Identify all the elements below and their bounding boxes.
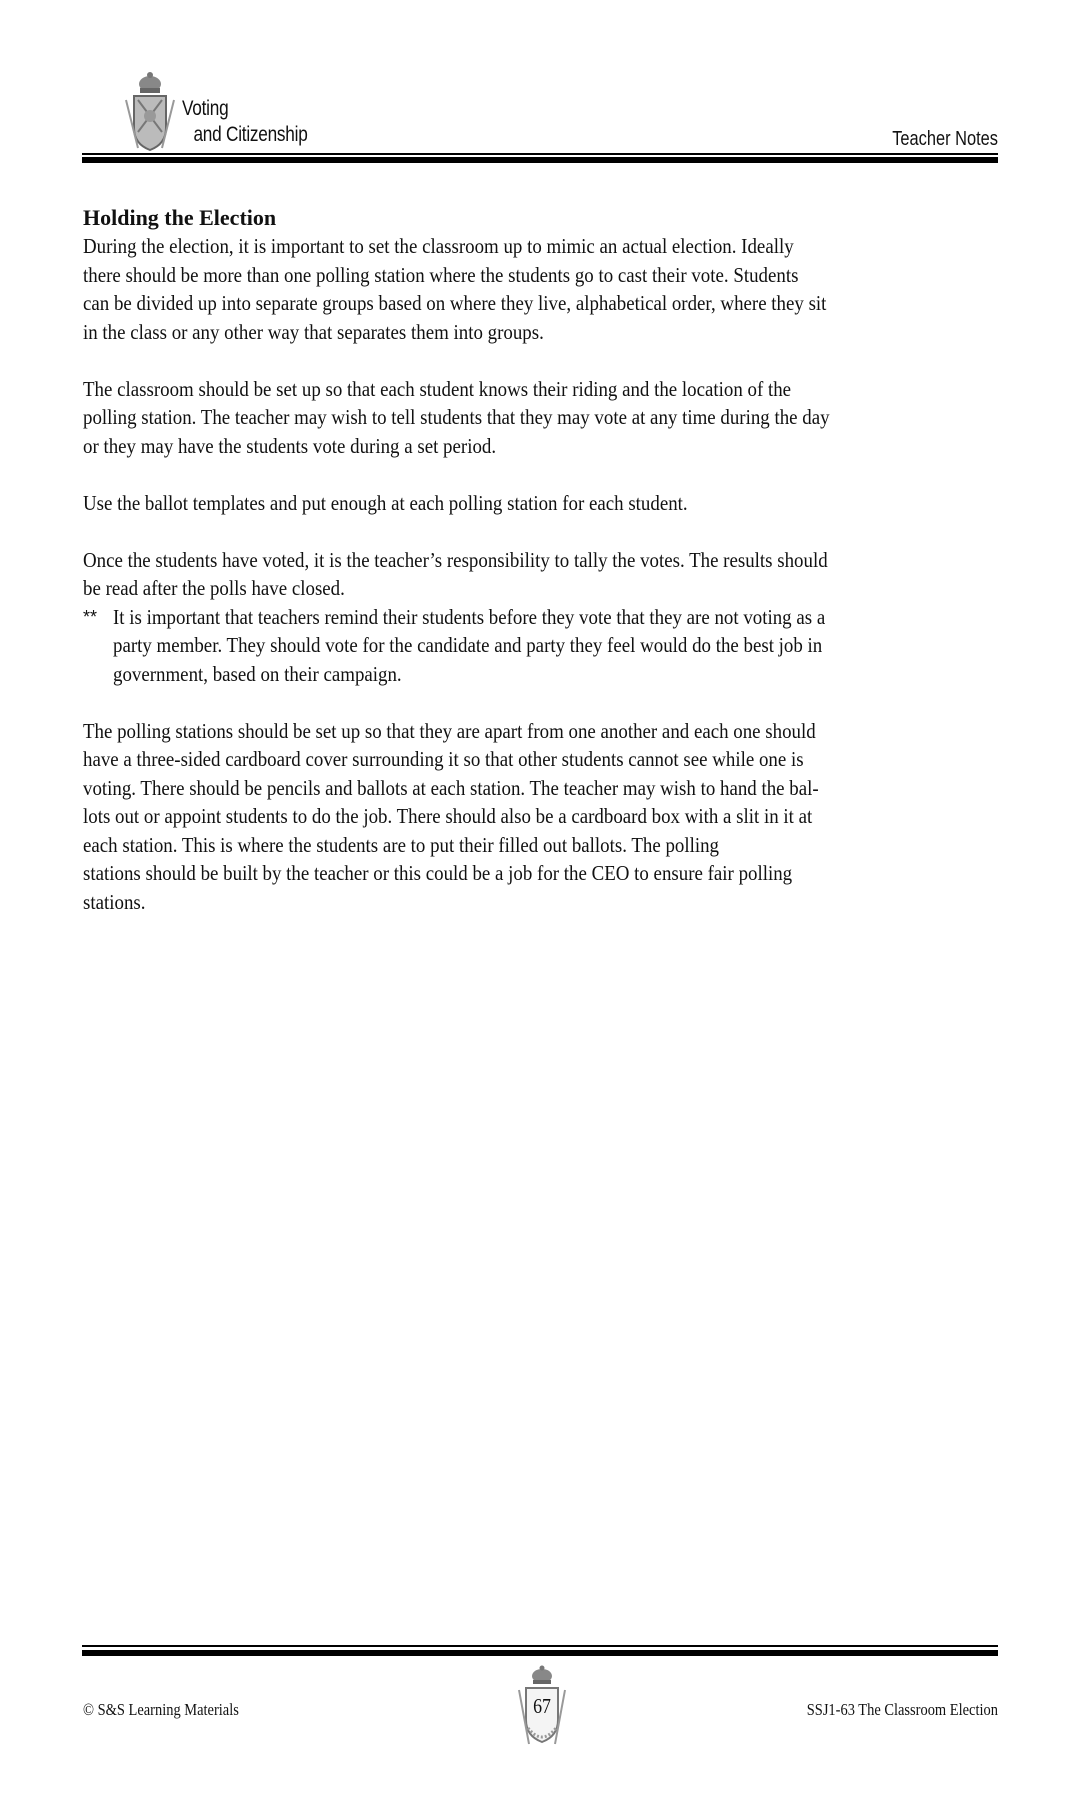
paragraph bbox=[83, 546, 1003, 603]
book-title: SSJ1-63 The Classroom Election bbox=[806, 1700, 998, 1719]
crest-icon bbox=[124, 70, 176, 154]
footer-divider-thin bbox=[82, 1645, 998, 1647]
paragraph bbox=[83, 717, 1003, 917]
text-line: polling station. The teacher may wish to tell students that they may vote at any time during the day bbox=[83, 405, 830, 429]
text-line: lots out or appoint students to do the job. There should also be a cardboard box with a slit in it at bbox=[83, 804, 813, 828]
publication-title-line1: Voting bbox=[182, 97, 229, 120]
text-line: there should be more than one polling station where the students go to cast their vote. Students bbox=[83, 262, 799, 287]
text-line: The polling stations should be set up so that they are apart from one another and each one should bbox=[83, 718, 816, 743]
text-line: each station. This is where the students are to put their filled out ballots. The polling bbox=[83, 832, 720, 857]
publication-title-line2: and Citizenship bbox=[193, 123, 308, 146]
text-line: It is important that teachers remind their students before they vote that they are not voting as a bbox=[113, 604, 826, 629]
publication-title bbox=[182, 96, 308, 148]
section-heading: Holding the Election bbox=[83, 205, 277, 230]
text-line: have a three-sided cardboard cover surrounding it so that other students cannot see while one is bbox=[83, 747, 804, 771]
footer-divider-thick bbox=[82, 1650, 998, 1656]
page-number: 67 bbox=[533, 1694, 551, 1718]
text-line: stations should be built by the teacher or this could be a job for the CEO to ensure fair polling bbox=[83, 861, 793, 885]
text-line: Use the ballot templates and put enough at each polling station for each student. bbox=[83, 490, 688, 515]
text-line: party member. They should vote for the candidate and party they feel would do the best job in bbox=[113, 633, 823, 657]
text-line: in the class or any other way that separates them into groups. bbox=[83, 319, 544, 344]
text-line: The classroom should be set up so that each student knows their riding and the location of the bbox=[83, 376, 792, 401]
header-divider-thin bbox=[82, 153, 998, 155]
text-line: can be divided up into separate groups based on where they live, alphabetical order, where they sit bbox=[83, 291, 827, 315]
text-line: Once the students have voted, it is the teacher’s responsibility to tally the votes. The results should bbox=[83, 547, 828, 572]
text-line: stations. bbox=[83, 889, 146, 914]
text-line: or they may have the students vote during a set period. bbox=[83, 433, 497, 458]
header-divider-thick bbox=[82, 157, 998, 163]
note-marker: ** bbox=[83, 606, 98, 627]
paragraph bbox=[83, 375, 1003, 461]
text-line: During the election, it is important to set the classroom up to mimic an actual election. Ideally bbox=[83, 234, 794, 258]
text-line: voting. There should be pencils and ballots at each station. The teacher may wish to hand the bal- bbox=[83, 775, 819, 800]
text-line: government, based on their campaign. bbox=[113, 661, 402, 686]
paragraph bbox=[83, 232, 1003, 346]
text-line: be read after the polls have closed. bbox=[83, 576, 345, 600]
important-note bbox=[83, 603, 1003, 689]
paragraph bbox=[83, 489, 1003, 518]
section-label: Teacher Notes bbox=[892, 128, 998, 150]
document-body bbox=[83, 204, 1003, 945]
copyright-notice: © S&S Learning Materials bbox=[83, 1700, 239, 1719]
